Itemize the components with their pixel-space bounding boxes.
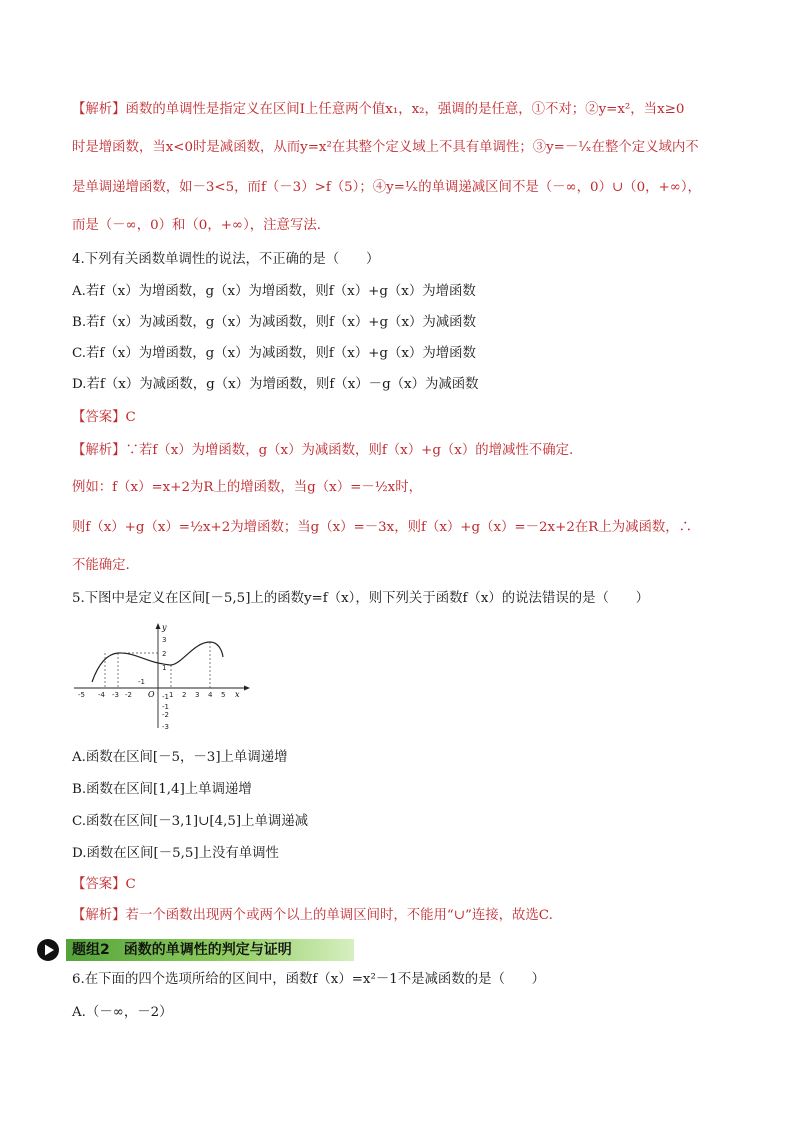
function-graph bbox=[72, 620, 252, 732]
x-axis-arrow bbox=[244, 686, 250, 691]
x-tick-minus-1: -1 bbox=[138, 678, 145, 686]
question-4-option-d: D.若f（x）为减函数，g（x）为增函数，则f（x）－g（x）为减函数 bbox=[72, 377, 479, 392]
function-curve bbox=[92, 642, 223, 682]
x-axis-label: x bbox=[235, 690, 240, 699]
analysis-5: 【解析】若一个函数出现两个或两个以上的单调区间时，不能用“∪”连接，故选C. bbox=[72, 908, 553, 923]
y-tick-minus-1: -1 bbox=[162, 693, 169, 701]
analysis-3-line-2: 时是增函数，当x<0时是减函数，从而y=x²在其整个定义域上不具有单调性；③y=－¹⁄ₓ在整个定义域内不 bbox=[72, 140, 699, 155]
y-tick-minus-3: -3 bbox=[162, 723, 169, 731]
question-5-option-a: A.函数在区间[－5，－3]上单调递增 bbox=[72, 750, 288, 765]
origin-label: O bbox=[148, 690, 155, 699]
question-6-option-a: A.（－∞，－2） bbox=[72, 1005, 173, 1020]
x-tick-5: 5 bbox=[221, 691, 226, 699]
analysis-3-line-3: 是单调递增函数，如－3<5，而f（－3）>f（5）；④y=¹⁄ₓ的单调递减区间不是（－∞，0）∪（0，+∞）， bbox=[72, 180, 701, 195]
answer-5: 【答案】C bbox=[72, 877, 136, 892]
x-tick-2: 2 bbox=[182, 691, 187, 699]
answer-4: 【答案】C bbox=[72, 410, 136, 425]
analysis-4-line-2: 例如：f（x）=x+2为R上的增函数，当g（x）=－½x时， bbox=[72, 480, 423, 495]
question-5-option-c: C.函数在区间[－3,1]∪[4,5]上单调递减 bbox=[72, 814, 309, 829]
x-tick-4: 4 bbox=[208, 691, 213, 699]
question-5-stem: 5.下图中是定义在区间[－5,5]上的函数y=f（x），则下列关于函数f（x）的说法错误的是（ ） bbox=[72, 591, 650, 606]
question-4-option-c: C.若f（x）为增函数，g（x）为减函数，则f（x）+g（x）为增函数 bbox=[72, 346, 476, 361]
y-axis-label: y bbox=[162, 623, 167, 632]
analysis-3-line-1: 【解析】函数的单调性是指定义在区间I上任意两个值x₁，x₂，强调的是任意，①不对；②y=x²，当x≥0 bbox=[72, 102, 685, 117]
x-tick-minus-2: -2 bbox=[125, 691, 132, 699]
question-4-option-b: B.若f（x）为减函数，g（x）为减函数，则f（x）+g（x）为减函数 bbox=[72, 315, 476, 330]
y-tick-minus-2: -2 bbox=[162, 711, 169, 719]
analysis-4-line-3: 则f（x）+g（x）=½x+2为增函数；当g（x）=－3x，则f（x）+g（x）=－2x+2在R上为减函数，∴ bbox=[72, 520, 693, 535]
x-tick-minus-5: -5 bbox=[78, 691, 85, 699]
y-tick-2: 2 bbox=[162, 650, 167, 658]
x-tick-minus-3: -3 bbox=[112, 691, 119, 699]
x-tick-1: 1 bbox=[169, 691, 174, 699]
question-4-option-a: A.若f（x）为增函数，g（x）为增函数，则f（x）+g（x）为增函数 bbox=[72, 284, 476, 299]
section-header bbox=[36, 938, 356, 962]
y-axis-arrow bbox=[156, 623, 161, 629]
question-6-stem: 6.在下面的四个选项所给的区间中，函数f（x）=x²－1不是减函数的是（ ） bbox=[72, 972, 546, 987]
analysis-4-line-1: 【解析】∵若f（x）为增函数，g（x）为减函数，则f（x）+g（x）的增减性不确定. bbox=[72, 443, 574, 458]
x-tick-3: 3 bbox=[195, 691, 200, 699]
x-tick-minus-4: -4 bbox=[98, 691, 105, 699]
section-title: 题组2 函数的单调性的判定与证明 bbox=[72, 942, 292, 958]
analysis-3-line-4: 而是（－∞，0）和（0，+∞），注意写法. bbox=[72, 218, 321, 233]
play-circle-icon bbox=[36, 938, 60, 962]
question-4-stem: 4.下列有关函数单调性的说法，不正确的是（ ） bbox=[72, 252, 380, 267]
question-5-option-b: B.函数在区间[1,4]上单调递增 bbox=[72, 782, 252, 797]
y-tick-1: 1 bbox=[162, 664, 167, 672]
y-tick-minus-1b: -1 bbox=[162, 703, 169, 711]
y-tick-3: 3 bbox=[162, 636, 167, 644]
question-5-option-d: D.函数在区间[－5,5]上没有单调性 bbox=[72, 846, 279, 861]
analysis-4-line-4: 不能确定. bbox=[72, 558, 130, 573]
